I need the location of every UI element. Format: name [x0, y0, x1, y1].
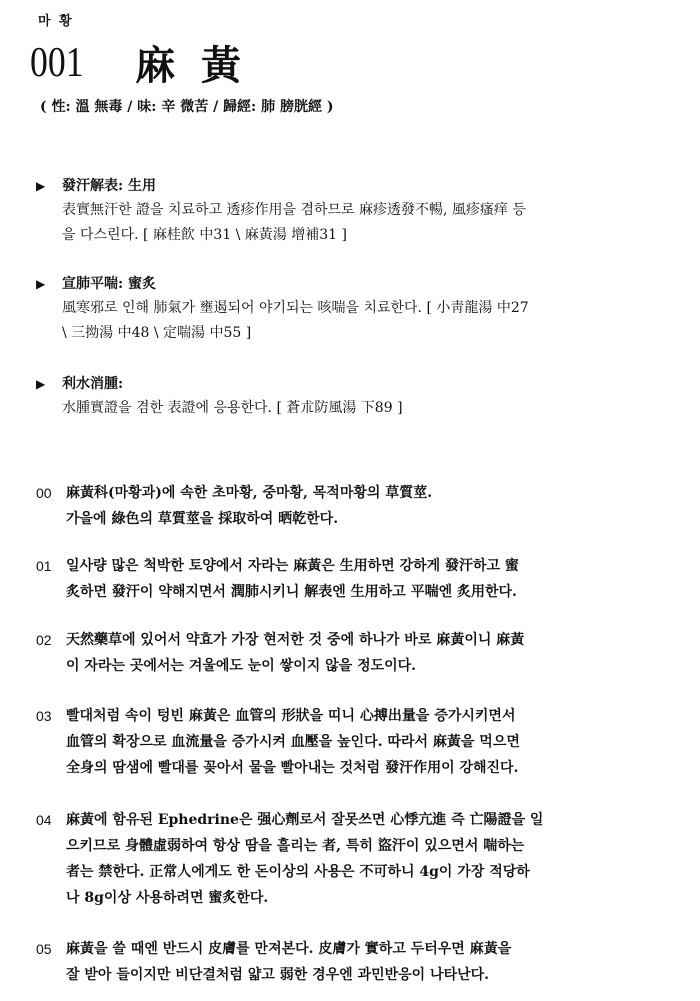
note-line: 나 8g이상 사용하려면 蜜炙한다. — [66, 890, 269, 906]
action-description — [62, 198, 682, 248]
note-number: 01 — [36, 558, 52, 574]
action-item — [36, 272, 682, 346]
note-line: 일사량 많은 척박한 토양에서 자라는 麻黃은 生用하면 강하게 發汗하고 蜜 — [66, 558, 519, 574]
note-line: 이 자라는 곳에서는 겨울에도 눈이 쌓이지 않을 정도이다. — [66, 658, 417, 674]
note-text — [66, 807, 686, 911]
action-line: 表實無汗한 證을 치료하고 透疹作用을 겸하므로 麻疹透發不暢, 風疹瘙痒 등 — [62, 202, 526, 218]
action-line: 風寒邪로 인해 肺氣가 壅遏되어 야기되는 咳喘을 치료한다. [ 小靑龍湯 中27 — [62, 300, 529, 316]
note-text — [66, 703, 686, 781]
action-line: 水腫實證을 겸한 表證에 응용한다. [ 蒼朮防風湯 下89 ] — [62, 400, 403, 416]
title-row — [30, 34, 247, 91]
note-line: 炙하면 發汗이 약해지면서 潤肺시키니 解表엔 生用하고 平喘엔 炙用한다. — [66, 584, 517, 600]
note-number: 03 — [36, 708, 52, 724]
note-number: 00 — [36, 485, 52, 501]
note-text — [66, 936, 686, 988]
note-line: 麻黃科(마황과)에 속한 초마황, 중마황, 목적마황의 草質莖. — [66, 485, 433, 501]
action-description — [62, 296, 682, 346]
action-heading-text: 利水消腫: — [62, 376, 124, 392]
note-number: 04 — [36, 812, 52, 828]
triangle-bullet-icon: ▶ — [36, 179, 46, 193]
action-heading — [36, 174, 682, 198]
action-item — [36, 372, 682, 421]
action-heading-text: 發汗解表: 生用 — [62, 178, 157, 194]
note-line: 血管의 확장으로 血流量을 증가시켜 血壓을 높인다. 따라서 麻黃을 먹으면 — [66, 734, 520, 750]
action-heading — [36, 272, 682, 296]
note-line: 者는 禁한다. 正常人에게도 한 돈이상의 사용은 不可하니 4g이 가장 적당하 — [66, 864, 530, 880]
triangle-bullet-icon: ▶ — [36, 277, 46, 291]
note-line: 빨대처럼 속이 텅빈 麻黃은 血管의 形狀을 띠니 心搏出量을 증가시키면서 — [66, 708, 516, 724]
note-line: 으키므로 身體虛弱하여 항상 땀을 흘리는 者, 특히 盜汗이 있으면서 喘하는 — [66, 838, 525, 854]
note-line: 天然藥草에 있어서 약효가 가장 현저한 것 중에 하나가 바로 麻黃이니 麻黃 — [66, 632, 525, 648]
action-line: \ 三拗湯 中48 \ 定喘湯 中55 ] — [62, 325, 252, 341]
action-heading — [36, 372, 682, 396]
note-text — [66, 627, 686, 679]
action-heading-text: 宣肺平喘: 蜜炙 — [62, 276, 157, 292]
herb-name: 麻 黃 — [135, 42, 248, 89]
herb-properties: ( 性: 溫 無毒 / 味: 辛 微苦 / 歸經: 肺 膀胱經 ) — [40, 99, 334, 115]
note-line: 全身의 땀샘에 빨대를 꽂아서 물을 빨아내는 것처럼 發汗作用이 강해진다. — [66, 760, 519, 776]
action-line: 을 다스린다. [ 麻桂飮 中31 \ 麻黃湯 增補31 ] — [62, 227, 347, 243]
entry-number: 001 — [30, 39, 84, 86]
korean-reading: 마 황 — [38, 14, 74, 29]
note-text — [66, 553, 686, 605]
note-number: 05 — [36, 941, 52, 957]
note-number: 02 — [36, 632, 52, 648]
note-text — [66, 480, 686, 532]
triangle-bullet-icon: ▶ — [36, 377, 46, 391]
note-line: 麻黃을 쓸 때엔 반드시 皮膚를 만져본다. 皮膚가 實하고 두터우면 麻黃을 — [66, 941, 512, 957]
note-line: 麻黃에 함유된 Ephedrine은 强心劑로서 잘못쓰면 心悸亢進 즉 亡陽證을 일 — [66, 812, 544, 828]
note-line: 잘 받아 들이지만 비단결처럼 얇고 弱한 경우엔 과민반응이 나타난다. — [66, 967, 490, 983]
action-item — [36, 174, 682, 248]
action-description — [62, 396, 682, 421]
note-line: 가을에 綠色의 草質莖을 採取하여 晒乾한다. — [66, 511, 339, 527]
